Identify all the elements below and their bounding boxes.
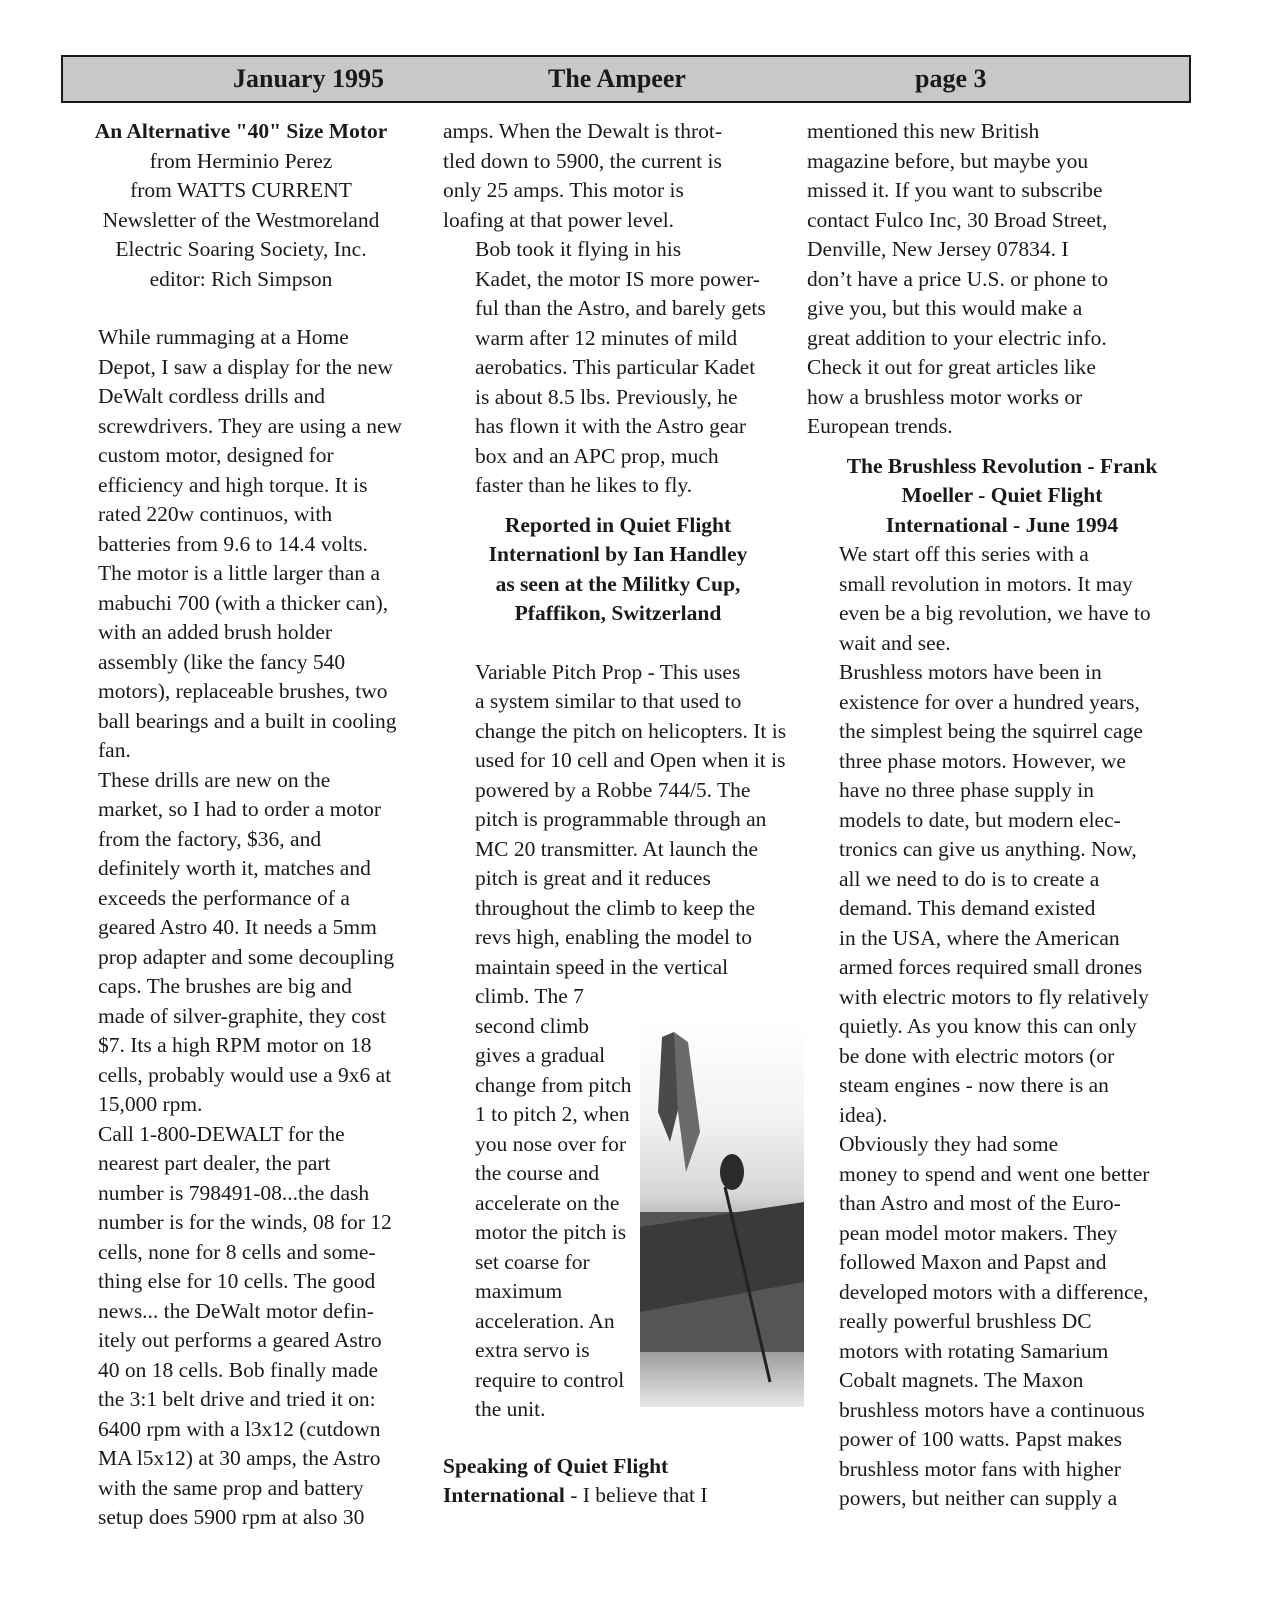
column-3 <box>807 117 1197 1514</box>
text-line: the unit. <box>475 1397 546 1421</box>
text-line: money to spend and went one better <box>839 1161 1150 1186</box>
text-line: Pfaffikon, Switzerland <box>514 601 722 625</box>
text-line: has flown it with the Astro gear <box>475 414 747 438</box>
newsletter-title: The Ampeer <box>548 64 686 93</box>
text-line: as seen at the Militky Cup, <box>495 571 741 596</box>
text-line: accelerate on the <box>475 1190 620 1215</box>
text-line: Cobalt magnets. The Maxon <box>839 1368 1084 1392</box>
text-line: used for 10 cell and Open when it is <box>475 748 786 772</box>
text-line: with the same prop and battery <box>98 1475 364 1500</box>
text-line: all we need to do is to create a <box>839 866 1100 891</box>
section-heading <box>807 452 1197 541</box>
text-line: assembly (like the fancy 540 <box>98 649 346 674</box>
text-line: nearest part dealer, the part <box>98 1151 331 1175</box>
text-line: be done with electric motors (or <box>839 1043 1115 1068</box>
text-line: While rummaging at a Home <box>98 325 349 349</box>
text-line: editor: Rich Simpson <box>149 266 333 291</box>
text-line: powers, but neither can supply a <box>839 1486 1118 1510</box>
text-line: tled down to 5900, the current is <box>443 148 722 173</box>
text-line: Denville, New Jersey 07834. I <box>807 237 1069 261</box>
text-line: European trends. <box>807 414 953 438</box>
text-line: idea). <box>839 1102 888 1127</box>
text-line: definitely worth it, matches and <box>98 856 371 880</box>
text-line: three phase motors. However, we <box>839 748 1126 773</box>
text-line: armed forces required small drones <box>839 955 1143 979</box>
text-line: motors with rotating Samarium <box>839 1338 1109 1363</box>
text-line: climb. The 7 <box>475 984 584 1008</box>
text-line: custom motor, designed for <box>98 443 334 467</box>
paragraph <box>66 323 416 766</box>
text-line: change the pitch on helicopters. It is <box>475 718 787 743</box>
text-line: how a brushless motor works or <box>807 384 1083 409</box>
text-line: warm after 12 minutes of mild <box>475 325 738 350</box>
text-line: Newsletter of the Westmoreland <box>102 207 380 232</box>
text-line: MC 20 transmitter. At launch the <box>475 836 759 861</box>
text-line: rated 220w continuos, with <box>98 502 333 526</box>
text-line: aerobatics. This particular Kadet <box>475 355 756 379</box>
text-line: ful than the Astro, and barely gets <box>475 296 766 320</box>
paragraph <box>807 658 1197 1130</box>
text-line: cells, probably would use a 9x6 at <box>98 1062 392 1087</box>
text-line: Electric Soaring Society, Inc. <box>115 237 367 261</box>
text-line: give you, but this would make a <box>807 296 1083 320</box>
page-header <box>61 55 1191 103</box>
text-line: with an added brush holder <box>98 620 333 644</box>
text-line: setup does 5900 rpm at also 30 <box>98 1505 365 1529</box>
text-line: maximum <box>475 1279 563 1303</box>
text-line: really powerful brushless DC <box>839 1309 1092 1333</box>
text-line: missed it. If you want to subscribe <box>807 178 1103 202</box>
text-line: pitch is great and it reduces <box>475 866 711 890</box>
text-line: wait and see. <box>839 630 951 655</box>
text-line: faster than he likes to fly. <box>475 473 693 497</box>
text-line: contact Fulco Inc, 30 Broad Street, <box>807 207 1108 232</box>
text-line: These drills are new on the <box>98 767 331 792</box>
text-line: magazine before, but maybe you <box>807 148 1089 173</box>
text-line: International - June 1994 <box>885 512 1119 537</box>
text-line: The motor is a little larger than a <box>98 561 380 585</box>
text-line: pean model motor makers. They <box>839 1220 1118 1245</box>
text-line: cells, none for 8 cells and some- <box>98 1239 376 1264</box>
text-line: tronics can give us anything. Now, <box>839 837 1137 861</box>
text-line: revs high, enabling the model to <box>475 925 753 949</box>
text-line: from the factory, $36, and <box>98 826 322 851</box>
text-line: acceleration. An <box>475 1308 615 1333</box>
text-line: Reported in Quiet Flight <box>504 512 732 537</box>
text-line: brushless motor fans with higher <box>839 1456 1121 1481</box>
text-line: 1 to pitch 2, when <box>475 1102 630 1126</box>
text-line: caps. The brushes are big and <box>98 974 352 998</box>
text-line: number is for the winds, 08 for 12 <box>98 1210 392 1234</box>
text-line: Kadet, the motor IS more power- <box>475 266 760 291</box>
text-line: than Astro and most of the Euro- <box>839 1191 1121 1215</box>
paragraph <box>807 117 1197 442</box>
text-line: brushless motors have a continuous <box>839 1397 1145 1422</box>
text-line: exceeds the performance of a <box>98 885 350 910</box>
text-line: mentioned this new British <box>807 119 1040 143</box>
text-line: Check it out for great articles like <box>807 355 1096 379</box>
text-line: demand. This demand existed <box>839 896 1096 920</box>
text-line: a system similar to that used to <box>475 689 742 713</box>
text-line: 40 on 18 cells. Bob finally made <box>98 1357 379 1382</box>
text-line: you nose over for <box>475 1131 627 1156</box>
text-line: from Herminio Perez <box>149 148 333 173</box>
paragraph <box>443 1452 793 1511</box>
text-line: news... the DeWalt motor defin- <box>98 1298 374 1323</box>
paragraph <box>66 1120 416 1533</box>
glider-photo <box>640 1022 804 1407</box>
text-line: have no three phase supply in <box>839 778 1094 802</box>
text-line: existence for over a hundred years, <box>839 689 1140 714</box>
article-byline <box>66 147 416 295</box>
text-line: Obviously they had some <box>839 1132 1059 1156</box>
text-line: Bob took it flying in his <box>475 237 682 261</box>
text-line: quietly. As you know this can only <box>839 1014 1137 1038</box>
text-line: developed motors with a difference, <box>839 1279 1149 1304</box>
text-line: 6400 rpm with a l3x12 (cutdown <box>98 1416 381 1441</box>
text-line: steam engines - now there is an <box>839 1073 1109 1097</box>
text-line: from WATTS CURRENT <box>130 178 352 202</box>
text-line: number is 798491-08...the dash <box>98 1180 370 1205</box>
text-line: Moeller - Quiet Flight <box>901 483 1103 507</box>
text-line: batteries from 9.6 to 14.4 volts. <box>98 531 368 556</box>
text-line: box and an APC prop, much <box>475 443 719 468</box>
paragraph <box>443 117 793 235</box>
text-line: powered by a Robbe 744/5. The <box>475 777 751 802</box>
text-line: motors), replaceable brushes, two <box>98 679 388 703</box>
text-line: motor the pitch is <box>475 1220 627 1244</box>
page-number: page 3 <box>915 64 987 93</box>
paragraph-text: - I believe that I <box>564 1483 708 1507</box>
text-line: The Brushless Revolution - Frank <box>846 453 1158 478</box>
text-line: DeWalt cordless drills and <box>98 384 325 408</box>
section-heading <box>443 511 793 629</box>
paragraph <box>807 1130 1197 1514</box>
text-line: throughout the climb to keep the <box>475 895 756 920</box>
column-1 <box>66 117 416 1533</box>
text-line: change from pitch <box>475 1072 632 1097</box>
text-line: followed Maxon and Papst and <box>839 1250 1107 1274</box>
text-line: market, so I had to order a motor <box>98 797 381 821</box>
text-line: great addition to your electric info. <box>807 325 1107 350</box>
text-line: pitch is programmable through an <box>475 807 767 831</box>
article-heading: An Alternative "40" Size Motor <box>94 119 388 143</box>
text-line: require to control <box>475 1367 625 1392</box>
text-line: Depot, I saw a display for the new <box>98 354 393 379</box>
text-line: small revolution in motors. It may <box>839 571 1133 596</box>
text-line: set coarse for <box>475 1249 590 1274</box>
paragraph <box>807 540 1197 658</box>
text-line: 15,000 rpm. <box>98 1092 203 1116</box>
text-line: amps. When the Dewalt is throt- <box>443 119 723 143</box>
text-line: We start off this series with a <box>839 542 1089 566</box>
text-line: prop adapter and some decoupling <box>98 944 395 969</box>
text-line: gives a gradual <box>475 1043 606 1067</box>
text-line: only 25 amps. This motor is <box>443 178 684 202</box>
text-line: fan. <box>98 738 131 762</box>
text-line: geared Astro 40. It needs a 5mm <box>98 915 377 939</box>
text-line: loafing at that power level. <box>443 207 675 232</box>
text-line: models to date, but modern elec- <box>839 807 1121 832</box>
text-line: thing else for 10 cells. The good <box>98 1269 376 1293</box>
text-line: Speaking of Quiet Flight <box>443 1453 669 1478</box>
text-line: the course and <box>475 1161 600 1185</box>
text-line: mabuchi 700 (with a thicker can), <box>98 590 389 615</box>
text-line: don’t have a price U.S. or phone to <box>807 266 1109 291</box>
text-line: ball bearings and a built in cooling <box>98 708 397 733</box>
text-line: is about 8.5 lbs. Previously, he <box>475 384 738 409</box>
text-line: Brushless motors have been in <box>839 660 1102 684</box>
text-line: $7. Its a high RPM motor on 18 <box>98 1033 372 1057</box>
text-line: Internationl by Ian Handley <box>488 542 748 566</box>
text-line: power of 100 watts. Papst makes <box>839 1427 1123 1451</box>
text-line: second climb <box>475 1013 590 1038</box>
text-line: extra servo is <box>475 1338 590 1362</box>
text-line: in the USA, where the American <box>839 925 1120 950</box>
paragraph <box>443 235 793 501</box>
text-line: screwdrivers. They are using a new <box>98 413 403 438</box>
text-line: even be a big revolution, we have to <box>839 601 1151 625</box>
text-line: the 3:1 belt drive and tried it on: <box>98 1387 376 1411</box>
issue-date: January 1995 <box>233 64 384 93</box>
text-line: with electric motors to fly relatively <box>839 984 1149 1009</box>
text-line: maintain speed in the vertical <box>475 954 729 979</box>
text-line: International <box>443 1483 565 1507</box>
text-line: efficiency and high torque. It is <box>98 472 368 497</box>
text-line: Call 1-800-DEWALT for the <box>98 1121 345 1146</box>
paragraph <box>66 766 416 1120</box>
text-line: Variable Pitch Prop - This uses <box>475 659 741 684</box>
text-line: itely out performs a geared Astro <box>98 1328 382 1352</box>
text-line: the simplest being the squirrel cage <box>839 719 1143 743</box>
text-line: made of silver-graphite, they cost <box>98 1003 386 1028</box>
text-line: MA l5x12) at 30 amps, the Astro <box>98 1446 381 1470</box>
